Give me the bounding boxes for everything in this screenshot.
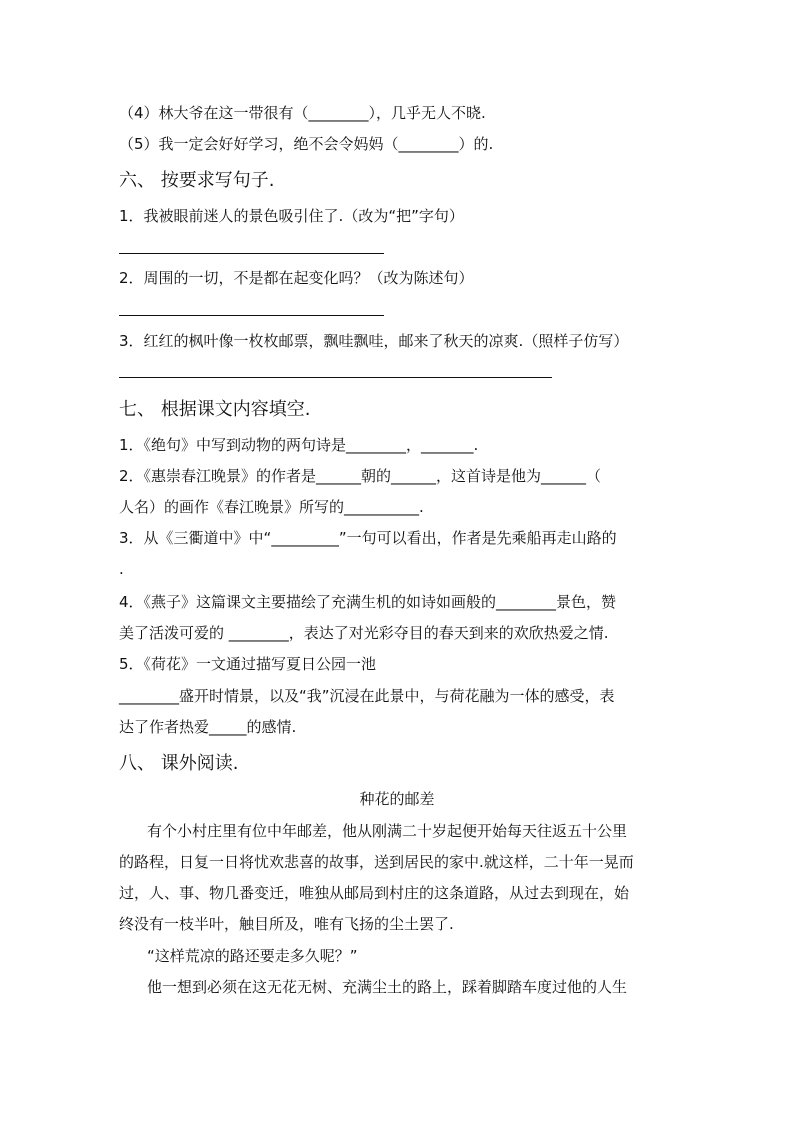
text-fill-question-5-line-2: ________盛开时情景，以及“我”沉浸在此景中，与荷花融为一体的感受，表 (119, 687, 615, 705)
answer-line-1 (119, 253, 384, 254)
text-fill-question-5-line-3: 达了作者热爱_____的感情. (119, 718, 297, 736)
section-8-heading: 八、 课外阅读. (119, 753, 239, 774)
text-fill-question-1: 1．《绝句》中写到动物的两句诗是________，_______. (119, 436, 479, 454)
section-7-heading: 七、 根据课文内容填空. (119, 399, 311, 420)
text-fill-question-2-line-1: 2．《惠崇春江晚景》的作者是______朝的______，这首诗是他为______（ (119, 467, 602, 485)
passage-title: 种花的邮差 (359, 790, 435, 808)
passage-paragraph-3-line-1: 他一想到必须在这无花无树、充满尘土的路上，踩着脚踏车度过他的人生 (147, 978, 628, 996)
fill-blank-item-5: （5）我一定会好好学习，绝不会令妈妈（________）的. (119, 135, 494, 153)
text-fill-question-4-line-1: 4．《燕子》这篇课文主要描绘了充满生机的如诗如画般的________景色，赞 (119, 593, 617, 611)
fill-blank-item-4: （4）林大爷在这一带很有（________），几乎无人不晓. (119, 104, 486, 122)
passage-paragraph-1-line-4: 终没有一枝半叶，触目所及，唯有飞扬的尘土罢了. (119, 915, 454, 933)
rewrite-question-1: 1．我被眼前迷人的景色吸引住了.（改为“把”字句） (119, 207, 464, 225)
rewrite-question-2: 2．周围的一切，不是都在起变化吗？（改为陈述句） (119, 269, 474, 287)
text-fill-question-5-line-1: 5．《荷花》一文通过描写夏日公园一池 (119, 655, 377, 673)
passage-paragraph-1-line-1: 有个小村庄里有位中年邮差，他从刚满二十岁起便开始每天往返五十公里 (147, 822, 628, 840)
text-fill-question-2-line-2: 人名）的画作《春江晚景》所写的__________. (119, 498, 424, 516)
answer-line-2 (119, 315, 384, 316)
passage-paragraph-1-line-2: 的路程，日复一日将忧欢悲喜的故事，送到居民的家中.就这样，二十年一晃而 (119, 853, 634, 871)
text-fill-question-4-line-2: 美了活泼可爱的 ________，表达了对光彩夺目的春天到来的欢欣热爱之情. (119, 624, 609, 642)
answer-line-3 (119, 377, 552, 378)
section-6-heading: 六、 按要求写句子. (119, 170, 275, 191)
text-fill-question-3-line-2: . (119, 560, 124, 578)
passage-paragraph-2: “这样荒凉的路还要走多久呢？” (147, 947, 358, 965)
rewrite-question-3: 3．红红的枫叶像一枚枚邮票，飘哇飘哇，邮来了秋天的凉爽.（照样子仿写） (119, 332, 629, 350)
text-fill-question-3-line-1: 3．从《三衢道中》中“_________”一句可以看出，作者是先乘船再走山路的 (119, 529, 617, 547)
passage-paragraph-1-line-3: 过，人、事、物几番变迁，唯独从邮局到村庄的这条道路，从过去到现在，始 (119, 884, 630, 902)
